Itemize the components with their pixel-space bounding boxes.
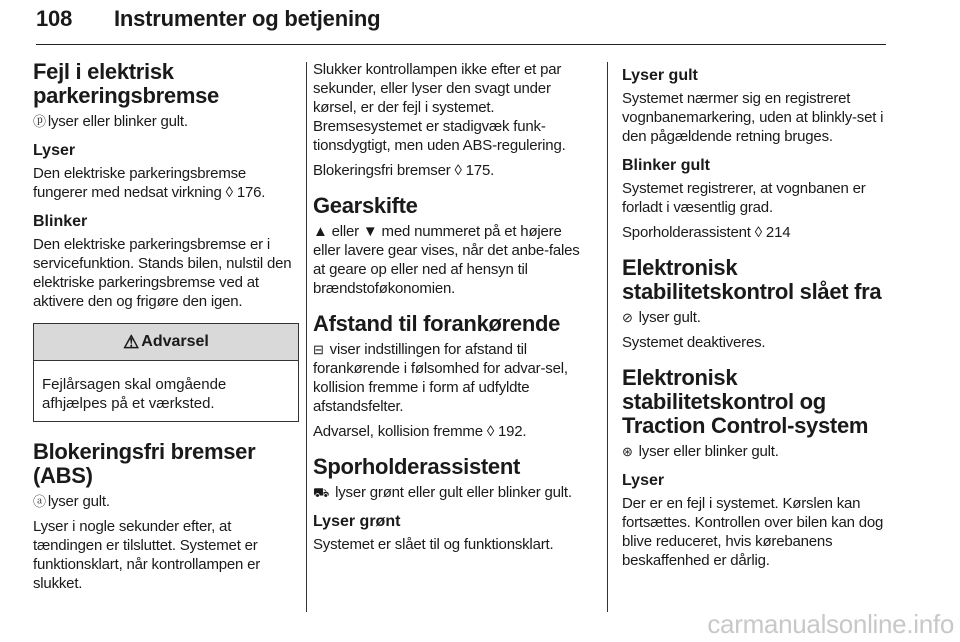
subheading: Lyser gult — [622, 67, 698, 84]
subheading: Blinker gult — [622, 157, 711, 174]
paragraph: ⊟ viser indstillingen for afstand til forankørende i følsomhed for advar-sel, kollision fremme i form af udfyldte afstandsfelter. — [313, 341, 568, 415]
column-divider — [607, 62, 608, 612]
subheading: Lyser grønt — [313, 513, 401, 530]
section-title: Elektronisk stabilitetskontrol slået fra — [622, 255, 882, 304]
paragraph: Slukker kontrollampen ikke efter et par sekunder, eller lyser den svagt under kørsel, er der fejl i systemet. Bremsesystemet er stadigvæk funk-tionsdygtigt, men uden ABS-regulering. — [313, 61, 566, 154]
section-title: Afstand til forankørende — [313, 311, 561, 336]
distance-icon: ⊟ — [313, 342, 324, 357]
paragraph: Den elektriske parkeringsbremse fungerer med nedsat virkning ◊ 176. — [33, 165, 266, 201]
header-rule — [36, 44, 886, 45]
warning-title: Advarsel — [141, 333, 209, 350]
subheading: Lyser — [33, 142, 76, 159]
abs-icon: ⓐ — [33, 494, 46, 509]
column-3 — [622, 60, 888, 576]
cross-reference: Advarsel, kollision fremme ◊ 192. — [313, 423, 527, 440]
subheading: Lyser — [622, 472, 665, 489]
paragraph: ⊛ lyser eller blinker gult. — [622, 443, 779, 460]
paragraph: Systemet nærmer sig en registreret vognbanemarkering, uden at blinkly-set i den pågældende retning bruges. — [622, 90, 884, 145]
paragraph: Systemet deaktiveres. — [622, 334, 766, 351]
esc-off-icon: ⊘ — [622, 310, 633, 325]
warning-text: Fejlårsagen skal omgående afhjælpes på et værksted. — [42, 376, 227, 412]
parking-brake-warning-icon: ⓟ — [33, 114, 46, 129]
paragraph: ⛟ lyser grønt eller gult eller blinker gult. — [313, 484, 572, 501]
paragraph: ⊘ lyser gult. — [622, 309, 701, 326]
section-title: Fejl i elektrisk parkeringsbremse — [33, 59, 219, 108]
column-2 — [313, 60, 592, 560]
paragraph: Systemet er slået til og funktionsklart. — [313, 536, 554, 553]
cross-reference: Blokeringsfri bremser ◊ 175. — [313, 162, 495, 179]
lane-keep-icon: ⛟ — [313, 485, 330, 500]
cross-reference: Sporholderassistent ◊ 214 — [622, 224, 791, 241]
paragraph: Den elektriske parkeringsbremse er i servicefunktion. Stands bilen, nulstil den elektriske parkeringsbremse ved at aktivere den og frigøre den igen. — [33, 236, 292, 310]
page-number: 108 — [36, 6, 73, 31]
section-title: Blokeringsfri bremser (ABS) — [33, 439, 256, 488]
warning-triangle-icon: ⚠ — [123, 331, 140, 352]
paragraph: ⓐ lyser gult. — [33, 493, 110, 510]
watermark: carmanualsonline.info — [707, 609, 954, 639]
warning-box — [33, 323, 299, 422]
esc-icon: ⊛ — [622, 444, 633, 459]
chapter-title: Instrumenter og betjening — [114, 6, 381, 31]
paragraph: Der er en fejl i systemet. Kørslen kan fortsættes. Kontrollen over bilen kan dog blive reduceret, hvis kørebanens beskaffenhed er dårlig. — [622, 495, 884, 569]
section-title: Elektronisk stabilitetskontrol og Traction Control-system — [622, 365, 869, 438]
column-1 — [33, 60, 299, 599]
subheading: Blinker — [33, 213, 88, 230]
paragraph: ⓟ lyser eller blinker gult. — [33, 113, 188, 130]
paragraph: ▲ eller ▼ med nummeret på et højere eller lavere gear vises, når det anbe-fales at geare op eller ned af hensyn til brændstoføkonomien. — [313, 223, 580, 297]
section-title: Gearskifte — [313, 193, 418, 218]
section-title: Sporholderassistent — [313, 454, 521, 479]
paragraph: Systemet registrerer, at vognbanen er forladt i væsentlig grad. — [622, 180, 866, 216]
page-header — [36, 6, 380, 32]
column-divider — [306, 62, 307, 612]
warning-header — [34, 324, 298, 361]
paragraph: Lyser i nogle sekunder efter, at tændingen er tilsluttet. Systemet er funktionsklart, når kontrollampen er slukket. — [33, 518, 261, 592]
